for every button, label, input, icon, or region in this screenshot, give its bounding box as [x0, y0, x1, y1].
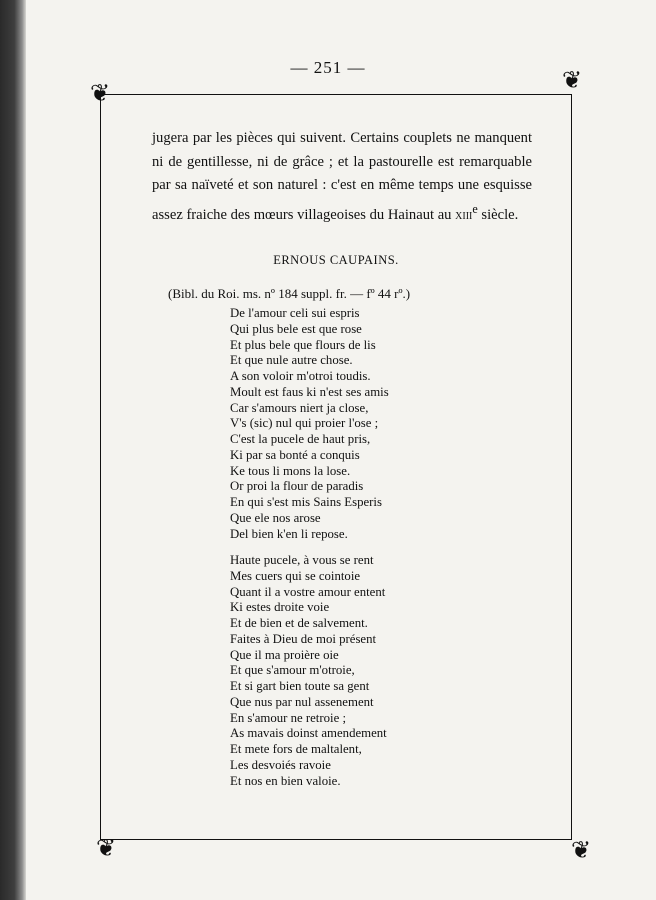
manuscript-source: (Bibl. du Roi. ms. nº 184 suppl. fr. — fº 44 rº.) — [168, 286, 411, 301]
verse-line: C'est la pucele de haut pris, — [230, 432, 371, 446]
verse-line: Car s'amours niert ja close, — [230, 400, 369, 415]
verse-line: Et que nule autre chose. — [230, 353, 353, 368]
verse-line: Mes cuers qui se cointoie — [230, 568, 361, 583]
verse-line: Ke tous li mons la lose. — [230, 463, 351, 478]
verse-line: Or proi la flour de paradis — [230, 479, 364, 494]
intro-century-suffix: e — [472, 201, 478, 216]
corner-ornament-icon: ❦ — [561, 68, 583, 94]
verse-line: Et mete fors de maltalent, — [230, 742, 362, 756]
intro-text-before: jugera par les pièces qui suivent. Certains couplets ne manquent ni de gentillesse, ni de grâce ; et la pastourelle est remarquable par sa naïveté et son naturel : c'est en même temps une esquisse assez fraiche des mœurs villageoises du Hainaut au — [152, 130, 532, 223]
book-binding-edge — [0, 0, 26, 900]
verse-line: En s'amour ne retroie ; — [230, 710, 347, 725]
verse-line: Les desvoiés ravoie — [230, 757, 331, 772]
verse-line: V's (sic) nul qui proier l'ose ; — [230, 416, 379, 431]
verse-line: Et nos en bien valoie. — [230, 773, 341, 788]
corner-ornament-icon: ❦ — [570, 838, 592, 864]
poem-stanza-2 — [230, 553, 490, 789]
verse-line: De l'amour celi sui espris — [230, 306, 360, 320]
verse-line: Faites à Dieu de moi présent — [230, 631, 377, 646]
corner-ornament-icon: ❦ — [95, 836, 117, 862]
verse-line: Et si gart bien toute sa gent — [230, 679, 370, 693]
poem-title: ERNOUS CAUPAINS. — [273, 253, 399, 267]
intro-text-after: siècle. — [477, 206, 519, 223]
verse-line: Del bien k'en li repose. — [230, 526, 348, 541]
verse-line: Qui plus bele est que rose — [230, 321, 362, 336]
poem-stanza-1 — [230, 306, 490, 542]
verse-line: A son voloir m'otroi toudis. — [230, 369, 371, 383]
intro-century: xiii — [455, 206, 473, 223]
verse-line: En qui s'est mis Sains Esperis — [230, 495, 382, 509]
verse-line: Haute pucele, à vous se rent — [230, 553, 374, 567]
corner-ornament-icon: ❦ — [89, 81, 111, 107]
verse-line: Moult est faus ki n'est ses amis — [230, 384, 389, 399]
verse-line: Quant il a vostre amour entent — [230, 584, 386, 599]
page-number: — 251 — — [290, 58, 366, 77]
verse-line: Que ele nos arose — [230, 510, 321, 525]
verse-line: Ki par sa bonté a conquis — [230, 447, 360, 462]
verse-line: Et que s'amour m'otroie, — [230, 663, 355, 678]
verse-line: Que nus par nul assenement — [230, 694, 374, 709]
verse-line: Ki estes droite voie — [230, 600, 330, 615]
verse-line: As mavais doinst amendement — [230, 726, 387, 741]
intro-paragraph — [152, 127, 532, 227]
verse-line: Que il ma proière oie — [230, 647, 339, 662]
verse-line: Et de bien et de salvement. — [230, 616, 368, 630]
verse-line: Et plus bele que flours de lis — [230, 337, 376, 352]
